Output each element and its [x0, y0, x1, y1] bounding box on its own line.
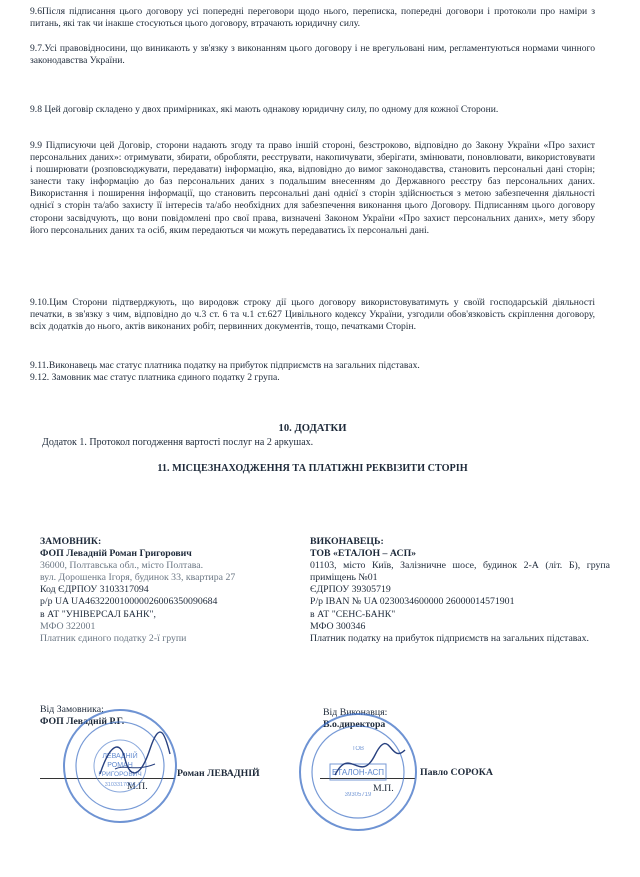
executor-handwritten-signature: [330, 735, 410, 795]
customer-account: р/р UA UA463220010000026006350090684: [40, 596, 218, 608]
clause-9-12: 9.12. Замовник має статус платника єдиного податку 2 група.: [30, 372, 280, 383]
executor-mfo: МФО 300346: [310, 620, 366, 632]
clause-9-10: 9.10.Цим Сторони підтверджують, що виродовж строку дії цього договору використовуватимуть у своїй господарській діяльності печатки, в зв'язку з чим, відповідно до ч.3 ст. 6 та ч.1 ст.627 Цивільного кодексу України, узгодили обов'язковість скріплення договору, всіх додатків до нього, актів виконаних робіт, первинних документів, тощо, печатками Сторін.: [30, 297, 595, 333]
svg-text:РОМАН: РОМАН: [107, 762, 133, 769]
clause-9-6: 9.6Після підписання цього договору усі попередні переговори щодо нього, переписка, попередні договори і протоколи про наміри з питань, які так чи інакше стосуються цього договору, втрачають юридичну силу.: [30, 6, 595, 30]
customer-mp: М.П.: [127, 781, 148, 792]
customer-bank: в АТ "УНІВЕРСАЛ БАНК",: [40, 608, 156, 620]
customer-code: Код ЄДРПОУ 3103317094: [40, 584, 149, 596]
clause-9-11: 9.11.Виконавець має статус платника податку на прибуток підприємств на загальних підставах.: [30, 360, 420, 371]
section-10-title: 10. ДОДАТКИ: [278, 423, 347, 434]
annex-line: Додаток 1. Протокол погодження вартості послуг на 2 аркушах.: [42, 437, 314, 448]
executor-name: ТОВ «ЕТАЛОН – АСП»: [310, 548, 417, 560]
executor-address: 01103, місто Київ, Залізничне шосе, будинок 2-А (літ. Б), група приміщень №01: [310, 560, 610, 584]
svg-text:ЛЕВАДНІЙ: ЛЕВАДНІЙ: [102, 753, 138, 760]
customer-name: ФОП Левадній Роман Григорович: [40, 548, 192, 560]
executor-sign-who: В.о.директора: [323, 719, 386, 730]
svg-text:3103317094: 3103317094: [104, 782, 136, 788]
customer-signer-name: Роман ЛЕВАДНІЙ: [177, 768, 260, 779]
svg-text:39305719: 39305719: [344, 792, 372, 798]
customer-details: [40, 536, 290, 645]
customer-address-1: 36000, Полтавська обл., місто Полтава.: [40, 560, 204, 572]
executor-bank: в АТ "СЕНС-БАНК": [310, 608, 396, 620]
executor-account: Р/р IBAN № UA 0230034600000 26000014571901: [310, 596, 515, 608]
customer-tax: Платник єдиного податку 2-ї групи: [40, 632, 187, 644]
executor-mp: М.П.: [373, 783, 394, 794]
clause-9-7: 9.7.Усі правовідносини, що виникають у зв'язку з виконанням цього договору і не врегульовані ним, регламентуються нормами чинного законодавства України.: [30, 43, 595, 67]
customer-handwritten-signature: [95, 724, 175, 794]
customer-mfo: МФО 322001: [40, 620, 96, 632]
customer-sign-from: Від Замовника:: [40, 704, 104, 715]
executor-signer-name: Павло СОРОКА: [420, 767, 493, 778]
svg-text:ЕТАЛОН-АСП: ЕТАЛОН-АСП: [331, 768, 385, 777]
clause-9-8: 9.8 Цей договір складено у двох примірниках, які мають однакову юридичну силу, по одному для кожної Сторони.: [30, 104, 499, 115]
customer-sign-who: ФОП Левадній Р.Г.: [40, 716, 125, 727]
svg-text:ГРИГОРОВИЧ: ГРИГОРОВИЧ: [98, 771, 142, 778]
executor-code: ЄДРПОУ 39305719: [310, 584, 391, 596]
executor-role: ВИКОНАВЕЦЬ:: [310, 536, 384, 547]
customer-address-2: вул. Дорошенка Ігоря, будинок 33, квартира 27: [40, 572, 236, 584]
clause-9-9: 9.9 Підписуючи цей Договір, сторони надають згоду та право іншій стороні, безстроково, відповідно до Закону України «Про захист персональних даних»: отримувати, збирати, обробляти, реєструвати, накопичувати, зберігати, змінювати, поновлювати, використовувати і поширювати (розповсюджувати, передавати) інформацію, яка, відповідно до вимог законодавства, становить персональні дані сторін; занести таку інформацію до баз персональних даних з подальшим внесенням до Державного реєстру баз персональних даних. Використання і поширення інформації, що становить персональні дані однієї з сторін здійснюється з метою забезпечення діяльності однієї з сторін та/або захисту її інтересів та/або необхідних для забезпечення виконання цього Договору. Підписанням цього договору сторони засвідчують, що вони повідомлені про свої права, визначені Законом України «Про захист персональних даних», мету збору його персональних даних та осіб, яким передаються чи можуть передаватись їх персональні дані.: [30, 140, 595, 236]
executor-sign-from: Від Виконавця:: [323, 707, 388, 718]
executor-tax: Платник податку на прибуток підприємств на загальних підставах.: [310, 632, 590, 644]
customer-role: ЗАМОВНИК:: [40, 536, 102, 547]
svg-text:ТОВ: ТОВ: [351, 746, 365, 752]
section-11-title: 11. МІСЦЕЗНАХОДЖЕННЯ ТА ПЛАТІЖНІ РЕКВІЗИТИ СТОРІН: [157, 463, 468, 474]
executor-details: [310, 536, 610, 645]
